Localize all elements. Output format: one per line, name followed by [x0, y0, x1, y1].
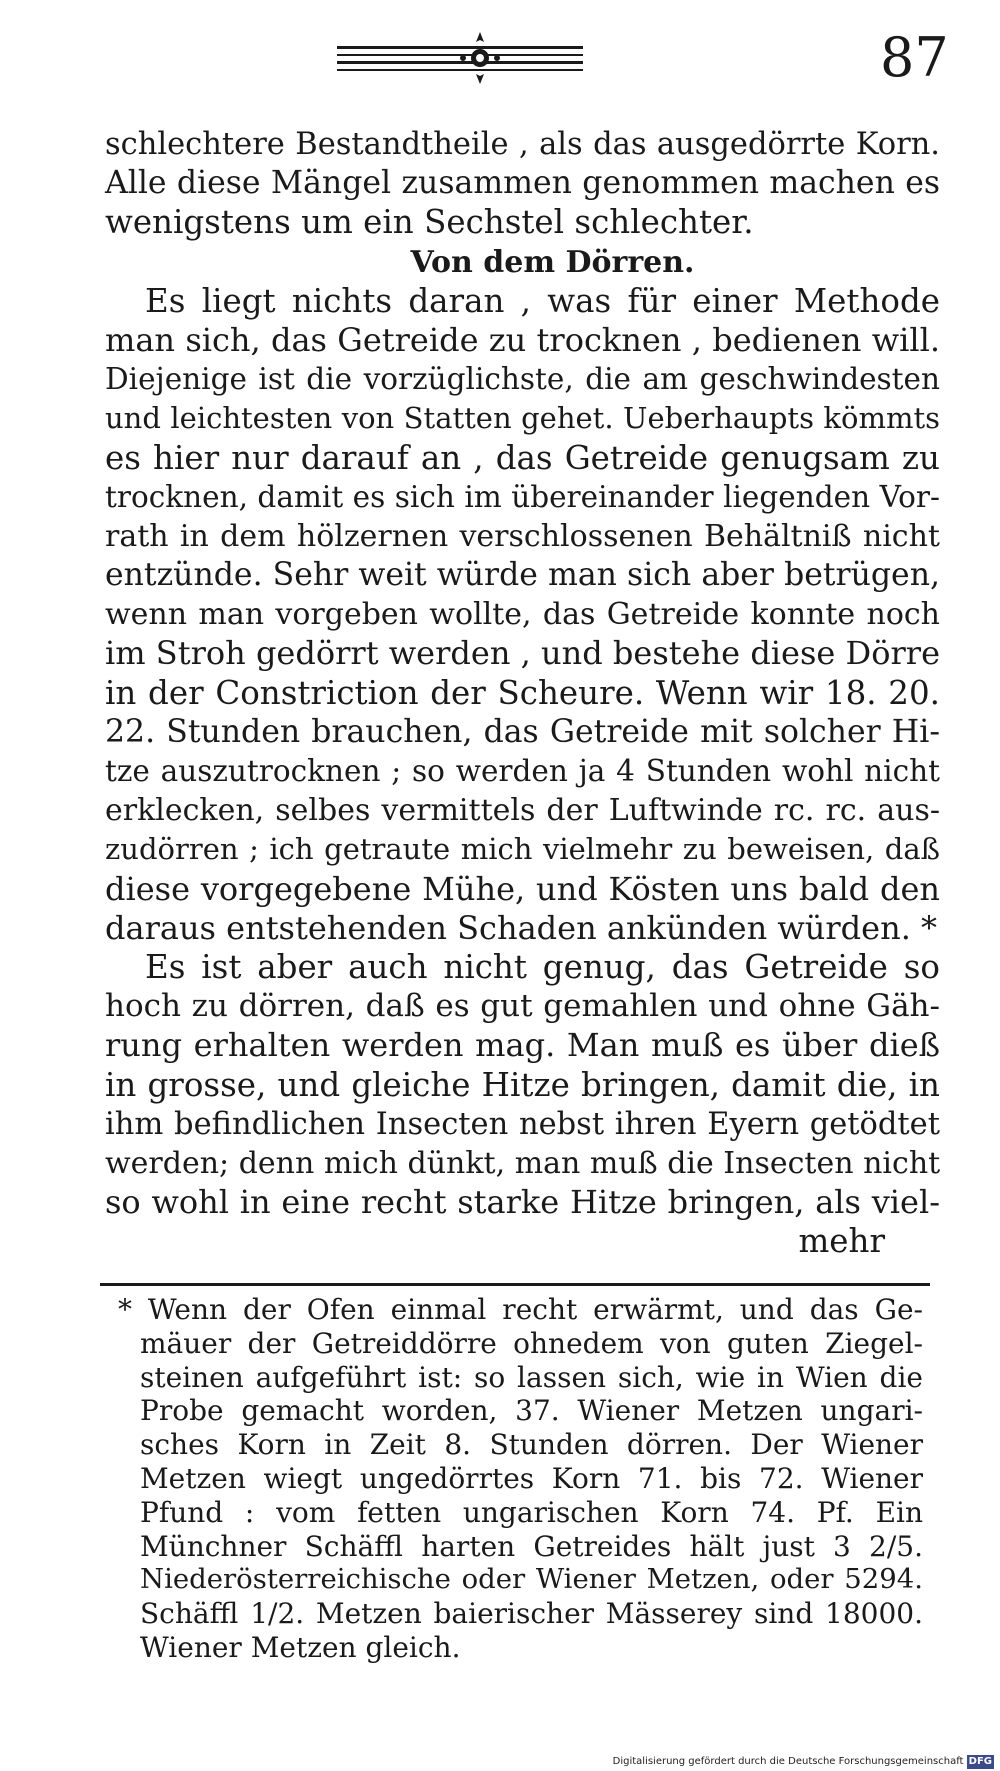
text-line: schlechtere Bestandtheile , als das ausgedörrte Korn. [105, 127, 940, 162]
text-line: hoch zu dörren, daß es gut gemahlen und ohne Gäh- [105, 988, 940, 1025]
text-line: Es liegt nichts daran , was für einer Methode [145, 281, 940, 320]
text-line: Es ist aber auch nicht genug, das Getreide so [145, 947, 940, 986]
footnote-line: Metzen wiegt ungedörrtes Korn 71. bis 72. Wiener [140, 1461, 923, 1495]
footnote-line: Probe gemacht worden, 37. Wiener Metzen ungari- [140, 1394, 923, 1428]
credit-text: Digitalisierung gefördert durch die Deutsche Forschungsgemeinschaft [612, 1756, 964, 1767]
text-line: Alle diese Mängel zusammen genommen machen es [105, 165, 940, 202]
text-line: rung erhalten werden mag. Man muß es über dieß [105, 1026, 940, 1065]
ornament-header-rule [335, 28, 585, 90]
main-text [105, 125, 940, 1261]
text-line: im Stroh gedörrt werden , und bestehe diese Dörre [105, 634, 940, 673]
text-line: wenigstens um ein Sechstel schlechter. [105, 203, 754, 242]
footnote-line: * Wenn der Ofen einmal recht erwärmt, und das Ge- [118, 1293, 923, 1326]
text-line: trocknen, damit es sich im übereinander liegenden Vor- [105, 479, 940, 514]
text-line: man sich, das Getreide zu trocknen , bedienen will. [105, 320, 940, 359]
text-line: entzünde. Sehr weit würde man sich aber betrügen, [105, 557, 940, 594]
footnote-line: steinen aufgeführt ist: so lassen sich, wie in Wien die [140, 1360, 923, 1394]
text-line: rath in dem hölzernen verschlossenen Behältniß nicht [105, 518, 940, 554]
digitization-credit [613, 1755, 994, 1769]
page-number: 87 [880, 26, 949, 89]
catchword: mehr [798, 1222, 885, 1261]
text-line: daraus entstehenden Schaden ankünden würden. * [105, 908, 938, 947]
text-line: werden; denn mich dünkt, man muß die Insecten nicht [105, 1145, 941, 1181]
text-line: und leichtesten von Statten gehet. Ueberhaupts kömmts [105, 401, 940, 436]
text-line: in der Constriction der Scheure. Wenn wir 18. 20. [105, 673, 940, 712]
text-line: diese vorgegebene Mühe, und Kösten uns bald den [105, 869, 940, 908]
text-line: ihm befindlichen Insecten nebst ihren Eyern getödtet [105, 1106, 940, 1142]
footnote-line: Niederösterreichische oder Wiener Metzen, oder 5294. [140, 1563, 923, 1596]
text-line: zudörren ; ich getraute mich vielmehr zu beweisen, daß [105, 832, 940, 867]
footnote-line: Schäffl 1/2. Metzen baierischer Mässerey sind 18000. [140, 1597, 923, 1631]
text-line: in grosse, und gleiche Hitze bringen, damit die, in [105, 1065, 940, 1104]
dfg-logo: DFG [968, 1756, 992, 1767]
section-heading: Von dem Dörren. [410, 244, 695, 280]
footnote-divider [100, 1283, 930, 1286]
text-line: es hier nur darauf an , das Getreide genugsam zu [105, 438, 940, 477]
text-line: so wohl in eine recht starke Hitze bringen, als viel- [105, 1183, 940, 1222]
footnote-line: mäuer der Getreiddörre ohnedem von guten Ziegel- [140, 1326, 923, 1360]
footnote-line: Pfund : vom fetten ungarischen Korn 74. Pf. Ein [140, 1495, 923, 1529]
text-line: tze auszutrocknen ; so werden ja 4 Stunden wohl nicht [105, 754, 940, 788]
text-line: wenn man vorgeben wollte, das Getreide konnte noch [105, 597, 940, 633]
text-line: erklecken, selbes vermittels der Luftwinde rc. rc. aus- [105, 793, 940, 829]
footnote-line: Münchner Schäffl harten Getreides hält just 3 2/5. [140, 1529, 923, 1563]
footnote-line: Wiener Metzen gleich. [140, 1630, 461, 1664]
text-line: 22. Stunden brauchen, das Getreide mit solcher Hi- [105, 713, 940, 750]
footnote [118, 1293, 923, 1665]
text-line: Diejenige ist die vorzüglichste, die am geschwindesten [105, 362, 940, 397]
footnote-line: sches Korn in Zeit 8. Stunden dörren. Der Wiener [140, 1428, 923, 1462]
